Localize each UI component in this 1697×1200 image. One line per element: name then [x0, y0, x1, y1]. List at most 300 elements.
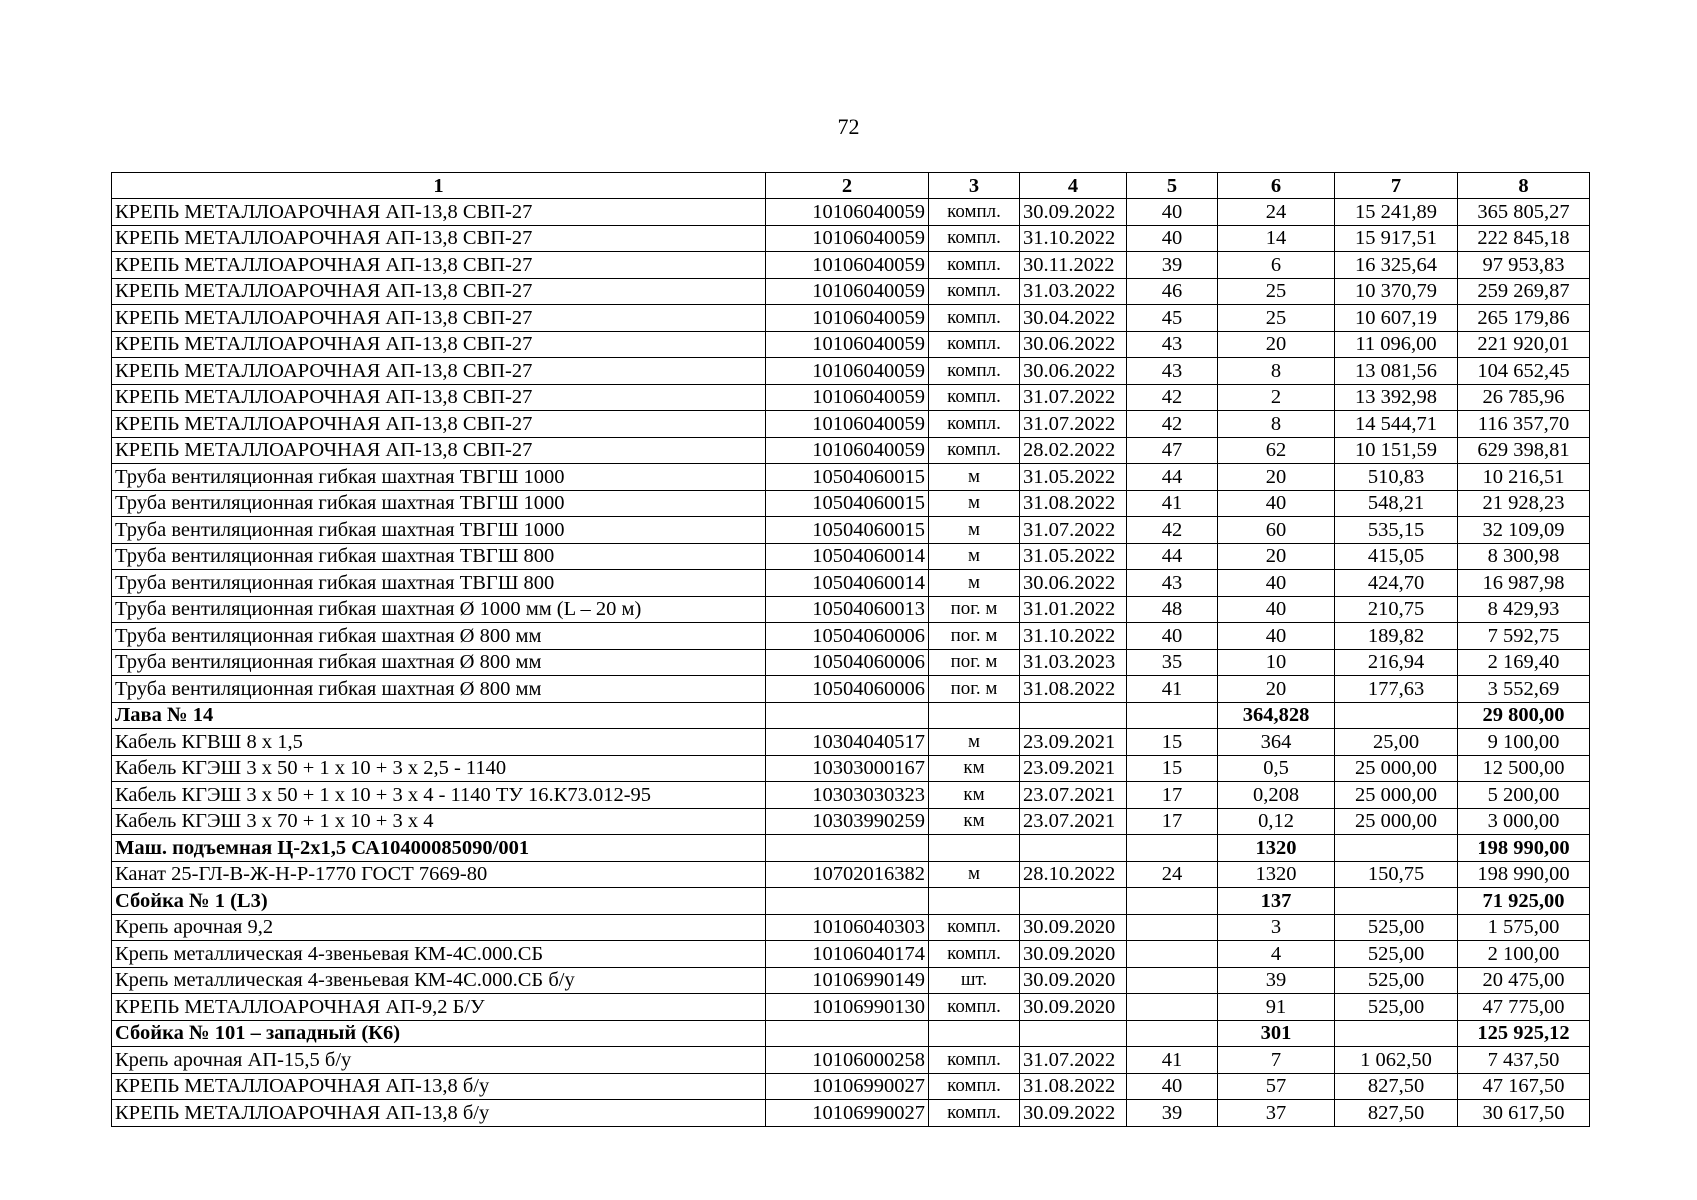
amount-cell: 259 269,87 — [1458, 278, 1590, 305]
table-row — [112, 464, 1590, 491]
col5-cell — [1127, 1020, 1218, 1047]
table-row — [112, 914, 1590, 941]
price-cell: 25,00 — [1335, 729, 1458, 756]
date-cell: 30.09.2022 — [1020, 1100, 1127, 1127]
amount-cell: 265 179,86 — [1458, 305, 1590, 332]
quantity-cell: 10 — [1218, 649, 1335, 676]
quantity-cell: 40 — [1218, 490, 1335, 517]
date-cell: 23.07.2021 — [1020, 808, 1127, 835]
amount-cell: 5 200,00 — [1458, 782, 1590, 809]
price-cell: 10 151,59 — [1335, 437, 1458, 464]
price-cell: 525,00 — [1335, 994, 1458, 1021]
price-cell: 25 000,00 — [1335, 782, 1458, 809]
table-row — [112, 782, 1590, 809]
unit-cell: м — [929, 464, 1020, 491]
price-cell: 1 062,50 — [1335, 1047, 1458, 1074]
item-name-cell: Кабель КГЭШ 3 х 70 + 1 х 10 + 3 х 4 — [112, 808, 766, 835]
table-row — [112, 596, 1590, 623]
item-code-cell: 10106040059 — [766, 305, 929, 332]
quantity-cell: 1320 — [1218, 835, 1335, 862]
price-cell: 13 392,98 — [1335, 384, 1458, 411]
amount-cell: 47 775,00 — [1458, 994, 1590, 1021]
item-name-cell: Труба вентиляционная гибкая шахтная ТВГШ 800 — [112, 543, 766, 570]
date-cell — [1020, 835, 1127, 862]
column-header: 6 — [1218, 173, 1335, 199]
price-cell: 827,50 — [1335, 1100, 1458, 1127]
item-name-cell: Крепь арочная АП-15,5 б/у — [112, 1047, 766, 1074]
amount-cell: 2 100,00 — [1458, 941, 1590, 968]
quantity-cell: 25 — [1218, 278, 1335, 305]
item-code-cell: 10304040517 — [766, 729, 929, 756]
col5-cell — [1127, 914, 1218, 941]
col5-cell: 24 — [1127, 861, 1218, 888]
unit-cell: компл. — [929, 225, 1020, 252]
unit-cell: км — [929, 782, 1020, 809]
date-cell — [1020, 1020, 1127, 1047]
price-cell: 525,00 — [1335, 967, 1458, 994]
price-cell: 548,21 — [1335, 490, 1458, 517]
amount-cell: 97 953,83 — [1458, 252, 1590, 279]
item-code-cell: 10504060013 — [766, 596, 929, 623]
unit-cell: компл. — [929, 1073, 1020, 1100]
item-name-cell: КРЕПЬ МЕТАЛЛОАРОЧНАЯ АП-13,8 СВП-27 — [112, 199, 766, 226]
item-name-cell: Маш. подъемная Ц-2х1,5 СА10400085090/001 — [112, 835, 766, 862]
table-row — [112, 941, 1590, 968]
unit-cell: компл. — [929, 252, 1020, 279]
amount-cell: 104 652,45 — [1458, 358, 1590, 385]
unit-cell: м — [929, 543, 1020, 570]
item-code-cell — [766, 835, 929, 862]
date-cell: 23.09.2021 — [1020, 755, 1127, 782]
section-row — [112, 1020, 1590, 1047]
unit-cell: шт. — [929, 967, 1020, 994]
item-code-cell: 10106990027 — [766, 1100, 929, 1127]
quantity-cell: 37 — [1218, 1100, 1335, 1127]
item-code-cell: 10504060015 — [766, 517, 929, 544]
item-name-cell: Труба вентиляционная гибкая шахтная ТВГШ 1000 — [112, 490, 766, 517]
amount-cell: 2 169,40 — [1458, 649, 1590, 676]
item-code-cell: 10303030323 — [766, 782, 929, 809]
amount-cell: 47 167,50 — [1458, 1073, 1590, 1100]
item-code-cell: 10504060014 — [766, 543, 929, 570]
unit-cell: компл. — [929, 278, 1020, 305]
date-cell: 28.10.2022 — [1020, 861, 1127, 888]
item-code-cell: 10106040059 — [766, 225, 929, 252]
unit-cell: км — [929, 808, 1020, 835]
amount-cell: 116 357,70 — [1458, 411, 1590, 438]
table-row — [112, 490, 1590, 517]
section-row — [112, 888, 1590, 915]
unit-cell — [929, 888, 1020, 915]
price-cell: 525,00 — [1335, 914, 1458, 941]
item-name-cell: Труба вентиляционная гибкая шахтная ТВГШ 800 — [112, 570, 766, 597]
item-code-cell — [766, 1020, 929, 1047]
amount-cell: 26 785,96 — [1458, 384, 1590, 411]
item-name-cell: Крепь арочная 9,2 — [112, 914, 766, 941]
unit-cell: компл. — [929, 358, 1020, 385]
item-code-cell: 10303000167 — [766, 755, 929, 782]
amount-cell: 16 987,98 — [1458, 570, 1590, 597]
col5-cell: 42 — [1127, 517, 1218, 544]
col5-cell: 43 — [1127, 358, 1218, 385]
item-code-cell: 10106040303 — [766, 914, 929, 941]
price-cell: 16 325,64 — [1335, 252, 1458, 279]
unit-cell: м — [929, 861, 1020, 888]
quantity-cell: 20 — [1218, 543, 1335, 570]
quantity-cell: 4 — [1218, 941, 1335, 968]
date-cell: 31.08.2022 — [1020, 1073, 1127, 1100]
date-cell: 30.09.2020 — [1020, 967, 1127, 994]
amount-cell: 365 805,27 — [1458, 199, 1590, 226]
date-cell: 31.01.2022 — [1020, 596, 1127, 623]
col5-cell — [1127, 994, 1218, 1021]
table-row — [112, 199, 1590, 226]
item-name-cell: КРЕПЬ МЕТАЛЛОАРОЧНАЯ АП-13,8 СВП-27 — [112, 225, 766, 252]
table-row — [112, 649, 1590, 676]
date-cell: 31.08.2022 — [1020, 490, 1127, 517]
item-code-cell: 10504060006 — [766, 623, 929, 650]
table-row — [112, 676, 1590, 703]
col5-cell — [1127, 835, 1218, 862]
price-cell: 15 917,51 — [1335, 225, 1458, 252]
col5-cell — [1127, 888, 1218, 915]
price-cell: 25 000,00 — [1335, 808, 1458, 835]
quantity-cell: 301 — [1218, 1020, 1335, 1047]
price-cell: 415,05 — [1335, 543, 1458, 570]
date-cell: 30.04.2022 — [1020, 305, 1127, 332]
amount-cell: 7 592,75 — [1458, 623, 1590, 650]
col5-cell — [1127, 967, 1218, 994]
table-row — [112, 411, 1590, 438]
price-cell: 510,83 — [1335, 464, 1458, 491]
table-row — [112, 729, 1590, 756]
column-header: 3 — [929, 173, 1020, 199]
amount-cell: 10 216,51 — [1458, 464, 1590, 491]
item-name-cell: Сбойка № 101 – западный (К6) — [112, 1020, 766, 1047]
quantity-cell: 364,828 — [1218, 702, 1335, 729]
unit-cell: компл. — [929, 384, 1020, 411]
unit-cell: пог. м — [929, 596, 1020, 623]
amount-cell: 9 100,00 — [1458, 729, 1590, 756]
quantity-cell: 40 — [1218, 623, 1335, 650]
table-body — [112, 199, 1590, 1127]
col5-cell: 47 — [1127, 437, 1218, 464]
item-code-cell: 10106990149 — [766, 967, 929, 994]
table-row — [112, 305, 1590, 332]
column-header: 4 — [1020, 173, 1127, 199]
date-cell: 30.09.2022 — [1020, 199, 1127, 226]
amount-cell: 222 845,18 — [1458, 225, 1590, 252]
amount-cell: 125 925,12 — [1458, 1020, 1590, 1047]
col5-cell: 17 — [1127, 808, 1218, 835]
quantity-cell: 2 — [1218, 384, 1335, 411]
price-cell: 10 607,19 — [1335, 305, 1458, 332]
date-cell: 31.03.2023 — [1020, 649, 1127, 676]
unit-cell: пог. м — [929, 649, 1020, 676]
item-code-cell: 10106990027 — [766, 1073, 929, 1100]
quantity-cell: 62 — [1218, 437, 1335, 464]
unit-cell: м — [929, 490, 1020, 517]
amount-cell: 3 552,69 — [1458, 676, 1590, 703]
price-cell — [1335, 1020, 1458, 1047]
table-row — [112, 570, 1590, 597]
date-cell: 30.06.2022 — [1020, 570, 1127, 597]
price-cell: 189,82 — [1335, 623, 1458, 650]
quantity-cell: 20 — [1218, 676, 1335, 703]
price-cell — [1335, 888, 1458, 915]
table-row — [112, 994, 1590, 1021]
table-row — [112, 517, 1590, 544]
amount-cell: 32 109,09 — [1458, 517, 1590, 544]
item-name-cell: Кабель КГЭШ 3 х 50 + 1 х 10 + 3 х 2,5 - 1140 — [112, 755, 766, 782]
price-cell: 25 000,00 — [1335, 755, 1458, 782]
table-row — [112, 543, 1590, 570]
unit-cell: м — [929, 517, 1020, 544]
item-code-cell: 10106040059 — [766, 384, 929, 411]
col5-cell: 44 — [1127, 543, 1218, 570]
unit-cell: компл. — [929, 1100, 1020, 1127]
date-cell: 31.07.2022 — [1020, 411, 1127, 438]
col5-cell: 40 — [1127, 225, 1218, 252]
col5-cell — [1127, 702, 1218, 729]
item-code-cell: 10504060014 — [766, 570, 929, 597]
quantity-cell: 25 — [1218, 305, 1335, 332]
col5-cell: 40 — [1127, 199, 1218, 226]
item-code-cell: 10504060006 — [766, 649, 929, 676]
price-cell — [1335, 835, 1458, 862]
amount-cell: 21 928,23 — [1458, 490, 1590, 517]
table-row — [112, 331, 1590, 358]
price-cell: 525,00 — [1335, 941, 1458, 968]
date-cell: 30.09.2020 — [1020, 914, 1127, 941]
unit-cell: м — [929, 570, 1020, 597]
unit-cell: компл. — [929, 331, 1020, 358]
table-header-row — [112, 173, 1590, 199]
column-header: 2 — [766, 173, 929, 199]
item-name-cell: КРЕПЬ МЕТАЛЛОАРОЧНАЯ АП-13,8 СВП-27 — [112, 437, 766, 464]
unit-cell: м — [929, 729, 1020, 756]
quantity-cell: 40 — [1218, 570, 1335, 597]
table-row — [112, 252, 1590, 279]
quantity-cell: 1320 — [1218, 861, 1335, 888]
item-name-cell: Лава № 14 — [112, 702, 766, 729]
unit-cell: пог. м — [929, 623, 1020, 650]
date-cell: 30.09.2020 — [1020, 941, 1127, 968]
item-code-cell: 10504060015 — [766, 464, 929, 491]
price-cell: 14 544,71 — [1335, 411, 1458, 438]
column-header: 8 — [1458, 173, 1590, 199]
amount-cell: 30 617,50 — [1458, 1100, 1590, 1127]
unit-cell: компл. — [929, 914, 1020, 941]
item-name-cell: Кабель КГЭШ 3 х 50 + 1 х 10 + 3 х 4 - 1140 ТУ 16.К73.012-95 — [112, 782, 766, 809]
item-name-cell: Труба вентиляционная гибкая шахтная Ø 800 мм — [112, 649, 766, 676]
col5-cell: 41 — [1127, 676, 1218, 703]
item-name-cell: Труба вентиляционная гибкая шахтная ТВГШ 1000 — [112, 517, 766, 544]
col5-cell: 42 — [1127, 411, 1218, 438]
page-number: 72 — [837, 114, 860, 139]
quantity-cell: 8 — [1218, 411, 1335, 438]
quantity-cell: 20 — [1218, 331, 1335, 358]
col5-cell: 45 — [1127, 305, 1218, 332]
date-cell: 28.02.2022 — [1020, 437, 1127, 464]
section-row — [112, 702, 1590, 729]
price-cell: 11 096,00 — [1335, 331, 1458, 358]
item-name-cell: Труба вентиляционная гибкая шахтная Ø 800 мм — [112, 676, 766, 703]
column-header: 5 — [1127, 173, 1218, 199]
date-cell: 31.07.2022 — [1020, 517, 1127, 544]
quantity-cell: 0,208 — [1218, 782, 1335, 809]
item-name-cell: КРЕПЬ МЕТАЛЛОАРОЧНАЯ АП-13,8 б/у — [112, 1100, 766, 1127]
item-code-cell: 10106040059 — [766, 252, 929, 279]
col5-cell: 17 — [1127, 782, 1218, 809]
col5-cell: 41 — [1127, 490, 1218, 517]
item-name-cell: Крепь металлическая 4-звеньевая КМ-4С.000.СБ б/у — [112, 967, 766, 994]
price-cell: 216,94 — [1335, 649, 1458, 676]
item-name-cell: Крепь металлическая 4-звеньевая КМ-4С.000.СБ — [112, 941, 766, 968]
item-name-cell: Кабель КГВШ 8 х 1,5 — [112, 729, 766, 756]
price-cell: 13 081,56 — [1335, 358, 1458, 385]
quantity-cell: 57 — [1218, 1073, 1335, 1100]
item-code-cell: 10106000258 — [766, 1047, 929, 1074]
price-cell — [1335, 702, 1458, 729]
item-code-cell: 10106040059 — [766, 199, 929, 226]
quantity-cell: 39 — [1218, 967, 1335, 994]
table-row — [112, 384, 1590, 411]
amount-cell: 71 925,00 — [1458, 888, 1590, 915]
date-cell: 30.06.2022 — [1020, 358, 1127, 385]
amount-cell: 8 429,93 — [1458, 596, 1590, 623]
item-code-cell: 10106040059 — [766, 358, 929, 385]
table-row — [112, 623, 1590, 650]
amount-cell: 198 990,00 — [1458, 835, 1590, 862]
quantity-cell: 7 — [1218, 1047, 1335, 1074]
quantity-cell: 8 — [1218, 358, 1335, 385]
date-cell: 31.10.2022 — [1020, 225, 1127, 252]
quantity-cell: 137 — [1218, 888, 1335, 915]
item-name-cell: Труба вентиляционная гибкая шахтная ТВГШ 1000 — [112, 464, 766, 491]
unit-cell: компл. — [929, 941, 1020, 968]
col5-cell: 41 — [1127, 1047, 1218, 1074]
unit-cell: км — [929, 755, 1020, 782]
table-row — [112, 1073, 1590, 1100]
item-name-cell: КРЕПЬ МЕТАЛЛОАРОЧНАЯ АП-13,8 б/у — [112, 1073, 766, 1100]
table-row — [112, 278, 1590, 305]
item-name-cell: КРЕПЬ МЕТАЛЛОАРОЧНАЯ АП-13,8 СВП-27 — [112, 252, 766, 279]
date-cell — [1020, 702, 1127, 729]
date-cell: 23.07.2021 — [1020, 782, 1127, 809]
item-code-cell: 10106040059 — [766, 411, 929, 438]
unit-cell: компл. — [929, 994, 1020, 1021]
section-row — [112, 835, 1590, 862]
col5-cell: 43 — [1127, 331, 1218, 358]
unit-cell — [929, 1020, 1020, 1047]
unit-cell: компл. — [929, 199, 1020, 226]
price-cell: 535,15 — [1335, 517, 1458, 544]
unit-cell: пог. м — [929, 676, 1020, 703]
date-cell: 31.03.2022 — [1020, 278, 1127, 305]
col5-cell: 39 — [1127, 1100, 1218, 1127]
amount-cell: 12 500,00 — [1458, 755, 1590, 782]
amount-cell: 3 000,00 — [1458, 808, 1590, 835]
column-header: 7 — [1335, 173, 1458, 199]
col5-cell — [1127, 941, 1218, 968]
quantity-cell: 3 — [1218, 914, 1335, 941]
table-row — [112, 967, 1590, 994]
quantity-cell: 364 — [1218, 729, 1335, 756]
quantity-cell: 91 — [1218, 994, 1335, 1021]
col5-cell: 40 — [1127, 623, 1218, 650]
table-row — [112, 358, 1590, 385]
date-cell: 30.06.2022 — [1020, 331, 1127, 358]
price-cell: 424,70 — [1335, 570, 1458, 597]
col5-cell: 46 — [1127, 278, 1218, 305]
quantity-cell: 40 — [1218, 596, 1335, 623]
date-cell: 31.07.2022 — [1020, 1047, 1127, 1074]
table-row — [112, 437, 1590, 464]
unit-cell — [929, 835, 1020, 862]
table-row — [112, 755, 1590, 782]
date-cell — [1020, 888, 1127, 915]
price-cell: 210,75 — [1335, 596, 1458, 623]
item-name-cell: Труба вентиляционная гибкая шахтная Ø 1000 мм (L – 20 м) — [112, 596, 766, 623]
amount-cell: 221 920,01 — [1458, 331, 1590, 358]
date-cell: 30.11.2022 — [1020, 252, 1127, 279]
item-code-cell: 10106040059 — [766, 331, 929, 358]
item-code-cell: 10504060006 — [766, 676, 929, 703]
col5-cell: 42 — [1127, 384, 1218, 411]
col5-cell: 39 — [1127, 252, 1218, 279]
item-code-cell: 10106990130 — [766, 994, 929, 1021]
table-row — [112, 225, 1590, 252]
amount-cell: 629 398,81 — [1458, 437, 1590, 464]
quantity-cell: 0,12 — [1218, 808, 1335, 835]
col5-cell: 35 — [1127, 649, 1218, 676]
col5-cell: 43 — [1127, 570, 1218, 597]
date-cell: 31.08.2022 — [1020, 676, 1127, 703]
item-code-cell: 10702016382 — [766, 861, 929, 888]
date-cell: 23.09.2021 — [1020, 729, 1127, 756]
quantity-cell: 60 — [1218, 517, 1335, 544]
item-code-cell — [766, 888, 929, 915]
amount-cell: 20 475,00 — [1458, 967, 1590, 994]
price-cell: 177,63 — [1335, 676, 1458, 703]
item-code-cell: 10504060015 — [766, 490, 929, 517]
item-code-cell: 10303990259 — [766, 808, 929, 835]
item-name-cell: Сбойка № 1 (L3) — [112, 888, 766, 915]
col5-cell: 44 — [1127, 464, 1218, 491]
col5-cell: 15 — [1127, 755, 1218, 782]
item-name-cell: Канат 25-ГЛ-В-Ж-Н-Р-1770 ГОСТ 7669-80 — [112, 861, 766, 888]
amount-cell: 7 437,50 — [1458, 1047, 1590, 1074]
quantity-cell: 6 — [1218, 252, 1335, 279]
table-row — [112, 808, 1590, 835]
item-name-cell: КРЕПЬ МЕТАЛЛОАРОЧНАЯ АП-13,8 СВП-27 — [112, 411, 766, 438]
col5-cell: 40 — [1127, 1073, 1218, 1100]
item-code-cell: 10106040174 — [766, 941, 929, 968]
price-cell: 827,50 — [1335, 1073, 1458, 1100]
item-name-cell: КРЕПЬ МЕТАЛЛОАРОЧНАЯ АП-9,2 Б/У — [112, 994, 766, 1021]
col5-cell: 48 — [1127, 596, 1218, 623]
item-code-cell — [766, 702, 929, 729]
item-name-cell: КРЕПЬ МЕТАЛЛОАРОЧНАЯ АП-13,8 СВП-27 — [112, 278, 766, 305]
item-name-cell: КРЕПЬ МЕТАЛЛОАРОЧНАЯ АП-13,8 СВП-27 — [112, 384, 766, 411]
unit-cell: компл. — [929, 437, 1020, 464]
quantity-cell: 14 — [1218, 225, 1335, 252]
amount-cell: 29 800,00 — [1458, 702, 1590, 729]
date-cell: 31.05.2022 — [1020, 543, 1127, 570]
table-row — [112, 1100, 1590, 1127]
price-cell: 15 241,89 — [1335, 199, 1458, 226]
